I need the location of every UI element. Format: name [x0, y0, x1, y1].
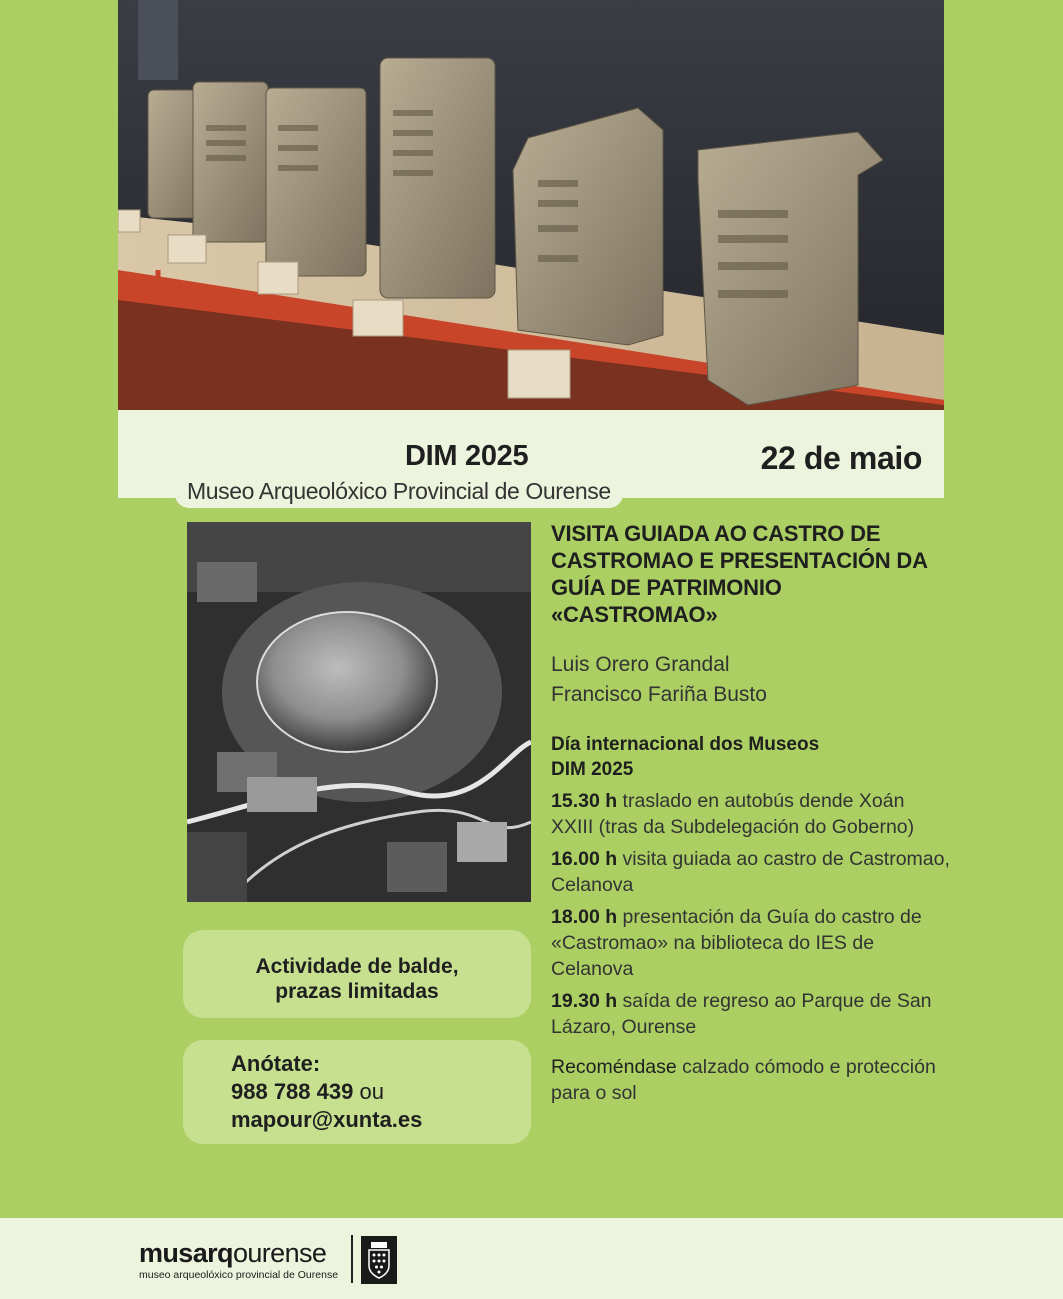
musarq-logo[interactable]: [139, 1238, 326, 1269]
museum-name-tab: [175, 472, 623, 508]
schedule-time: 15.30 h: [551, 790, 618, 812]
recommend-lead: Recoméndase: [551, 1056, 677, 1078]
schedule-item: [551, 904, 951, 982]
speaker: Francisco Fariña Busto: [551, 683, 767, 706]
logo-subtitle: museo arqueolóxico provincial de Ourense: [139, 1269, 339, 1281]
logo-rest: ourense: [232, 1238, 327, 1268]
free-activity-line2: prazas limitadas: [275, 980, 439, 1003]
recommendation: [551, 1054, 951, 1106]
schedule-text: presentación da Guía do castro de «Castromao» na biblioteca do IES de Celanova: [551, 906, 922, 980]
schedule-time: 16.00 h: [551, 848, 618, 870]
event-date: 22 de maio: [760, 440, 922, 476]
subheading-line1: Día internacional dos Museos: [551, 734, 820, 755]
contact-box: [183, 1040, 531, 1144]
event-title: VISITA GUIADA AO CASTRO DE CASTROMAO E PRESENTACIÓN DA GUÍA DE PATRIMONIO «CASTROMAO»: [551, 521, 927, 627]
contact-phone[interactable]: 988 788 439: [231, 1079, 354, 1104]
schedule-text: visita guiada ao castro de Castromao, Celanova: [551, 848, 950, 896]
hero-photo-roman-altars: [118, 0, 944, 410]
contact-label: Anótate:: [231, 1051, 321, 1076]
schedule-time: 18.00 h: [551, 906, 618, 928]
xunta-crest-icon: [361, 1236, 397, 1284]
free-activity-line1: Actividade de balde,: [255, 955, 459, 978]
schedule-time: 19.30 h: [551, 990, 618, 1012]
contact-email[interactable]: mapour@xunta.es: [231, 1107, 423, 1132]
schedule-item: [551, 988, 951, 1040]
subheading-line2: DIM 2025: [551, 759, 634, 780]
museum-name: Museo Arqueolóxico Provincial de Ourense: [187, 478, 611, 504]
logo-divider: [351, 1235, 353, 1283]
speaker: Luis Orero Grandal: [551, 653, 730, 676]
aerial-photo-castro: [187, 522, 531, 902]
contact-or: ou: [353, 1079, 384, 1104]
schedule-list: [551, 788, 951, 1040]
logo-bold: musarq: [139, 1238, 233, 1268]
dim-title: DIM 2025: [405, 440, 529, 472]
schedule-text: saída de regreso ao Parque de San Lázaro, Ourense: [551, 990, 932, 1038]
schedule-item: [551, 846, 951, 898]
schedule-item: [551, 788, 951, 840]
footer: [0, 1218, 1063, 1299]
schedule-text: traslado en autobús dende Xoán XXIII (tras da Subdelegación do Goberno): [551, 790, 915, 838]
event-details: [551, 520, 951, 1106]
speakers: [551, 650, 951, 710]
recommend-text: calzado cómodo e protección para o sol: [551, 1056, 936, 1104]
subheading: [551, 732, 951, 782]
free-activity-badge: [183, 930, 531, 1018]
